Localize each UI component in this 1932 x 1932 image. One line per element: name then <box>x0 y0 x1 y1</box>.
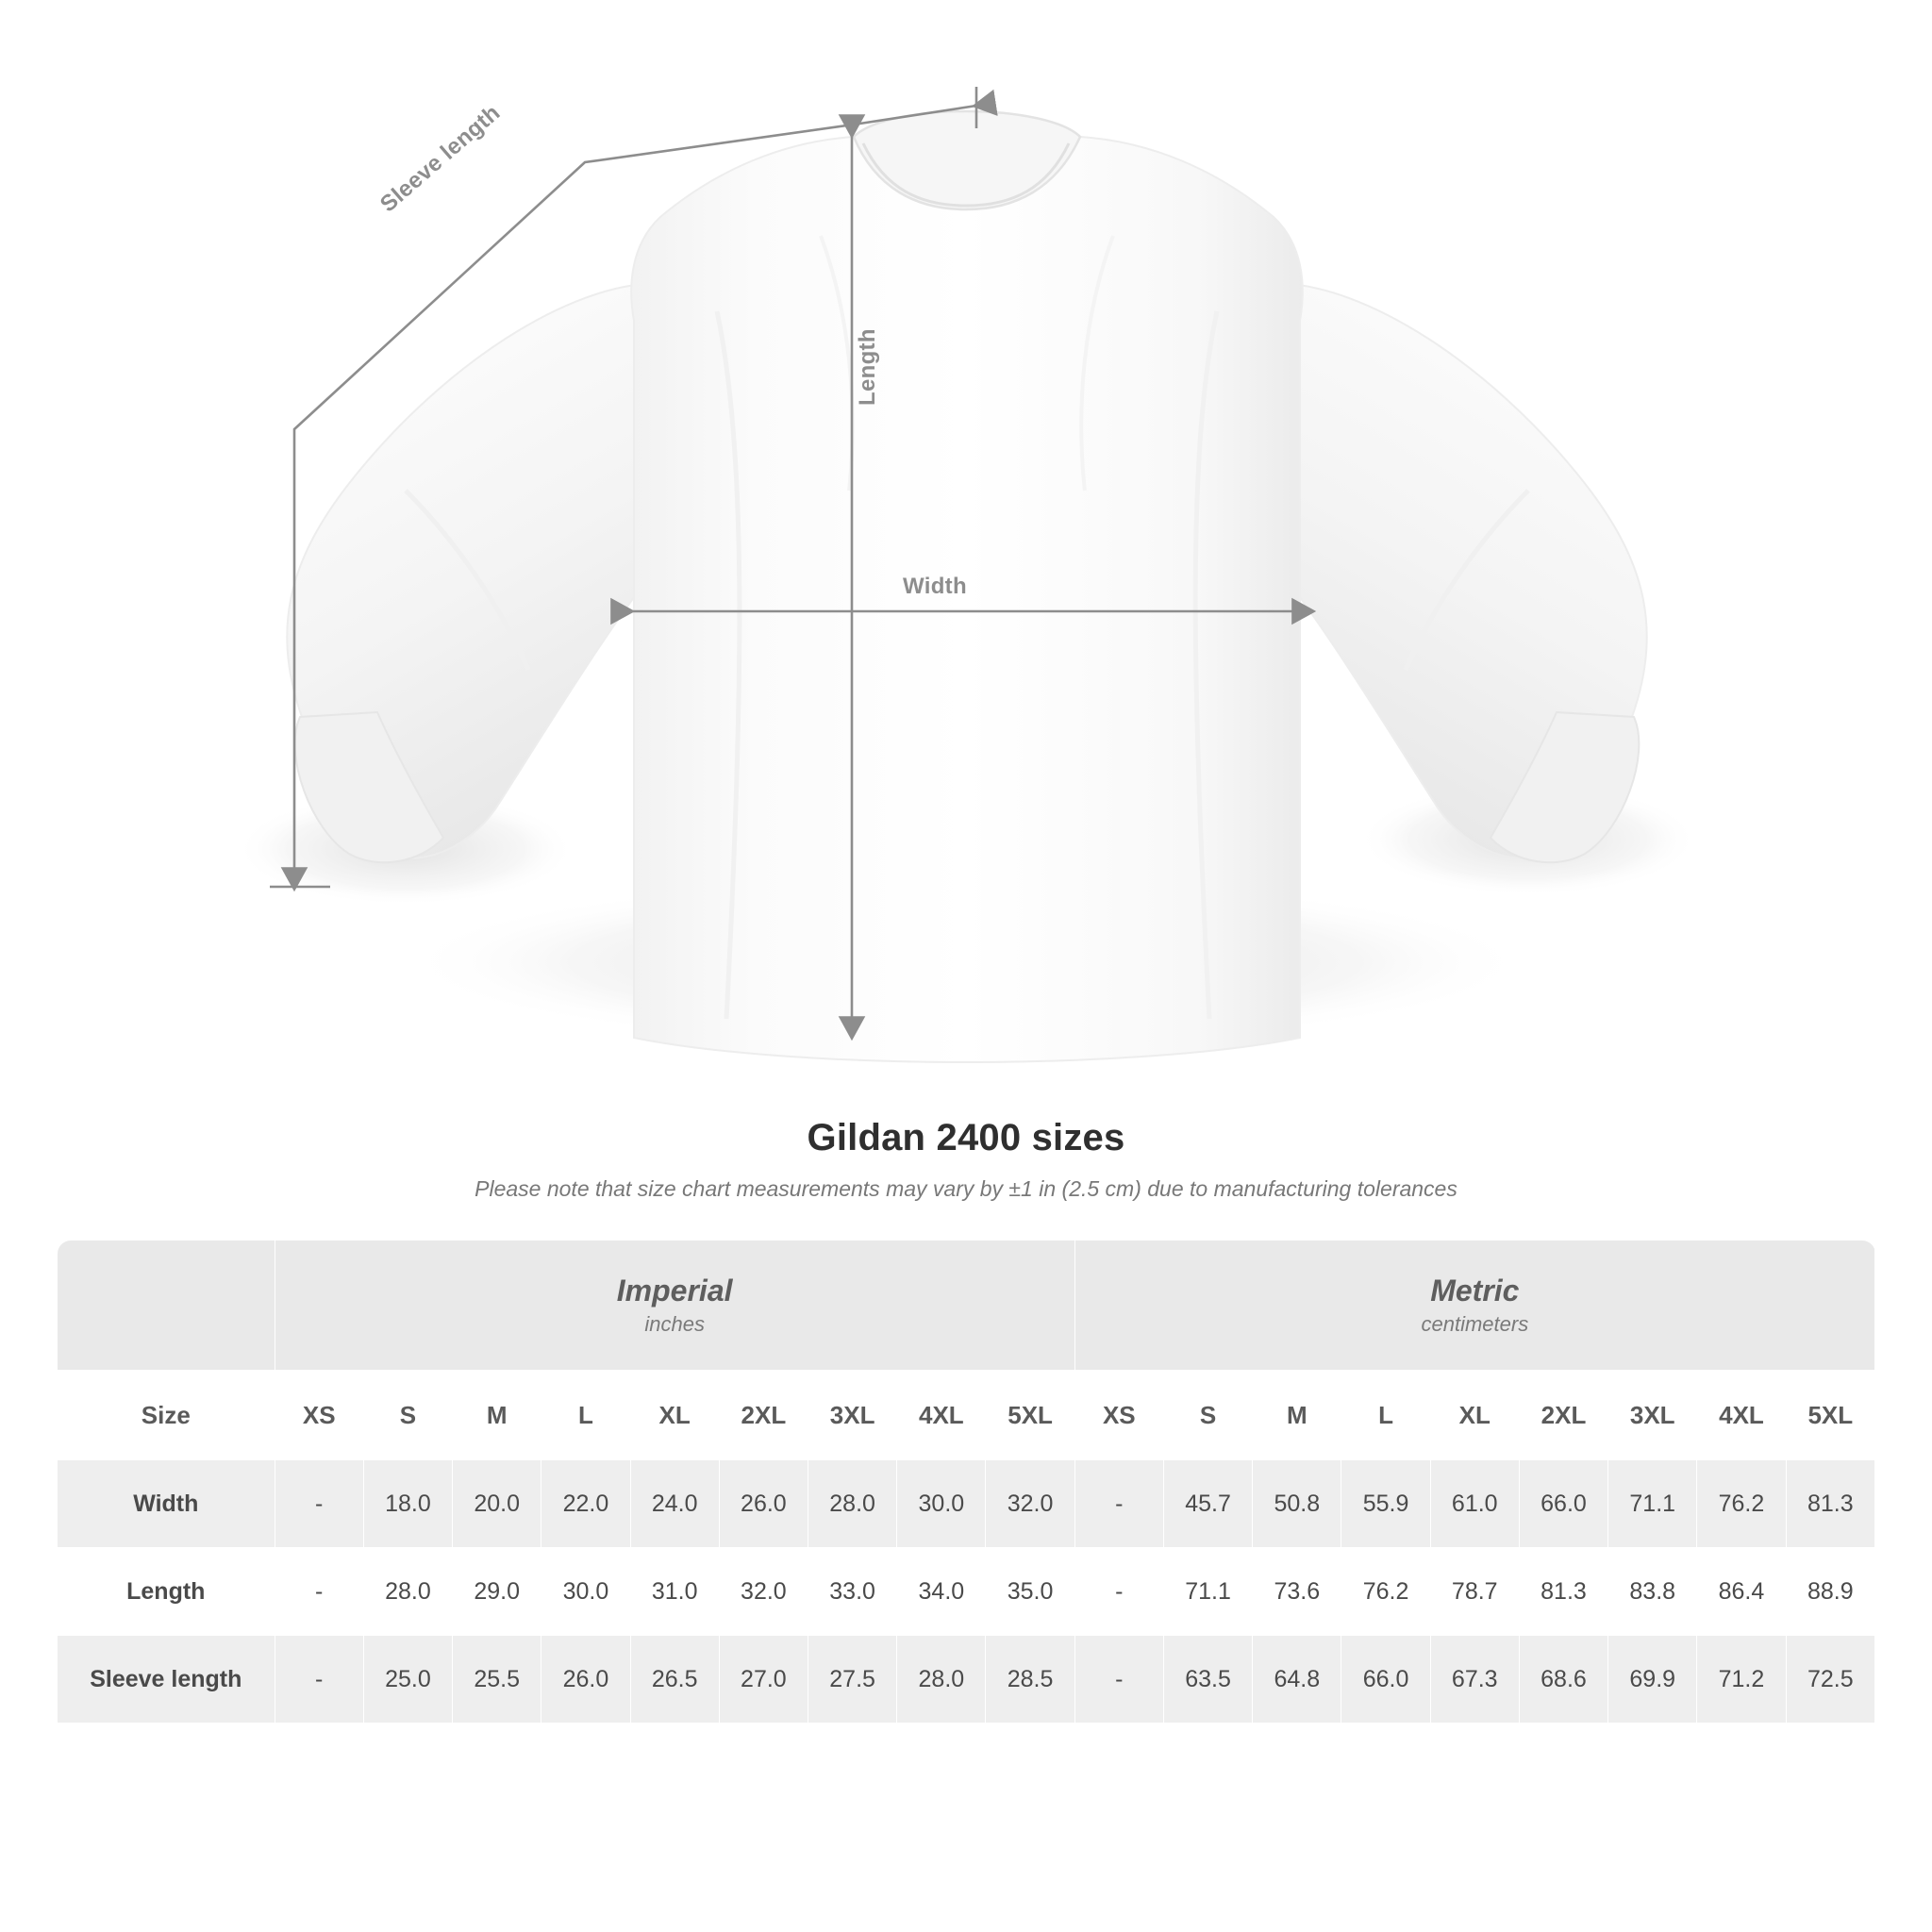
cell-length-metric-l: 76.2 <box>1341 1548 1430 1636</box>
col-header-metric-4xl: 4XL <box>1697 1371 1786 1460</box>
cell-length-imperial-xs: - <box>275 1548 363 1636</box>
col-header-imperial-2xl: 2XL <box>719 1371 808 1460</box>
cell-sleeve-metric-2xl: 68.6 <box>1519 1636 1607 1724</box>
cell-width-metric-xs: - <box>1074 1460 1163 1548</box>
col-header-imperial-3xl: 3XL <box>808 1371 897 1460</box>
unit-group-metric-name: Metric <box>1430 1273 1520 1307</box>
unit-group-imperial <box>275 1241 1074 1371</box>
cell-length-metric-2xl: 81.3 <box>1519 1548 1607 1636</box>
cell-length-imperial-2xl: 32.0 <box>719 1548 808 1636</box>
cell-sleeve-imperial-s: 25.0 <box>363 1636 452 1724</box>
cell-sleeve-imperial-5xl: 28.5 <box>986 1636 1074 1724</box>
cell-width-metric-m: 50.8 <box>1253 1460 1341 1548</box>
col-header-metric-3xl: 3XL <box>1608 1371 1697 1460</box>
cell-length-metric-4xl: 86.4 <box>1697 1548 1786 1636</box>
cell-width-imperial-3xl: 28.0 <box>808 1460 897 1548</box>
table-row <box>58 1636 1875 1724</box>
length-label: Length <box>855 328 880 406</box>
col-header-metric-m: M <box>1253 1371 1341 1460</box>
cell-width-imperial-4xl: 30.0 <box>897 1460 986 1548</box>
col-header-imperial-s: S <box>363 1371 452 1460</box>
title-block <box>0 1117 1932 1202</box>
cell-length-imperial-xl: 31.0 <box>630 1548 719 1636</box>
row-label-length: Length <box>58 1548 275 1636</box>
cell-width-metric-2xl: 66.0 <box>1519 1460 1607 1548</box>
cell-sleeve-metric-xl: 67.3 <box>1430 1636 1519 1724</box>
cell-sleeve-metric-m: 64.8 <box>1253 1636 1341 1724</box>
cell-width-metric-s: 45.7 <box>1163 1460 1252 1548</box>
table-row <box>58 1548 1875 1636</box>
cell-sleeve-metric-3xl: 69.9 <box>1608 1636 1697 1724</box>
col-header-metric-l: L <box>1341 1371 1430 1460</box>
cell-sleeve-imperial-4xl: 28.0 <box>897 1636 986 1724</box>
cell-width-imperial-m: 20.0 <box>453 1460 541 1548</box>
cell-width-metric-4xl: 76.2 <box>1697 1460 1786 1548</box>
cell-sleeve-metric-xs: - <box>1074 1636 1163 1724</box>
cell-sleeve-metric-4xl: 71.2 <box>1697 1636 1786 1724</box>
cell-width-metric-5xl: 81.3 <box>1786 1460 1874 1548</box>
cell-sleeve-metric-s: 63.5 <box>1163 1636 1252 1724</box>
cell-length-imperial-4xl: 34.0 <box>897 1548 986 1636</box>
cell-width-metric-3xl: 71.1 <box>1608 1460 1697 1548</box>
unit-header-spacer <box>58 1241 275 1371</box>
row-label-width: Width <box>58 1460 275 1548</box>
cell-sleeve-imperial-2xl: 27.0 <box>719 1636 808 1724</box>
col-header-imperial-m: M <box>453 1371 541 1460</box>
cell-width-imperial-5xl: 32.0 <box>986 1460 1074 1548</box>
cell-width-metric-l: 55.9 <box>1341 1460 1430 1548</box>
page-subtitle: Please note that size chart measurements may vary by ±1 in (2.5 cm) due to manufacturing tolerances <box>475 1176 1457 1201</box>
cell-length-metric-5xl: 88.9 <box>1786 1548 1874 1636</box>
col-header-imperial-xl: XL <box>630 1371 719 1460</box>
row-header-size: Size <box>58 1371 275 1460</box>
cell-length-imperial-m: 29.0 <box>453 1548 541 1636</box>
cell-sleeve-imperial-3xl: 27.5 <box>808 1636 897 1724</box>
col-header-metric-5xl: 5XL <box>1786 1371 1874 1460</box>
page-title: Gildan 2400 sizes <box>807 1117 1125 1158</box>
col-header-metric-2xl: 2XL <box>1519 1371 1607 1460</box>
cell-sleeve-imperial-xs: - <box>275 1636 363 1724</box>
cell-width-metric-xl: 61.0 <box>1430 1460 1519 1548</box>
unit-group-metric <box>1074 1241 1874 1371</box>
col-header-metric-xs: XS <box>1074 1371 1163 1460</box>
unit-group-imperial-name: Imperial <box>616 1273 733 1307</box>
cell-sleeve-imperial-l: 26.0 <box>541 1636 630 1724</box>
size-table <box>57 1240 1875 1724</box>
cell-width-imperial-xs: - <box>275 1460 363 1548</box>
col-header-imperial-4xl: 4XL <box>897 1371 986 1460</box>
unit-group-imperial-sub: inches <box>644 1311 705 1336</box>
col-header-imperial-l: L <box>541 1371 630 1460</box>
cell-width-imperial-s: 18.0 <box>363 1460 452 1548</box>
width-label: Width <box>903 574 967 599</box>
cell-length-imperial-3xl: 33.0 <box>808 1548 897 1636</box>
cell-length-imperial-l: 30.0 <box>541 1548 630 1636</box>
col-header-imperial-5xl: 5XL <box>986 1371 1074 1460</box>
cell-width-imperial-xl: 24.0 <box>630 1460 719 1548</box>
size-header-row <box>58 1371 1875 1460</box>
cell-sleeve-imperial-xl: 26.5 <box>630 1636 719 1724</box>
cell-length-metric-xs: - <box>1074 1548 1163 1636</box>
row-label-sleeve-length: Sleeve length <box>58 1636 275 1724</box>
cell-length-imperial-5xl: 35.0 <box>986 1548 1074 1636</box>
size-table-wrapper <box>57 1240 1875 1724</box>
cell-length-imperial-s: 28.0 <box>363 1548 452 1636</box>
cell-width-imperial-l: 22.0 <box>541 1460 630 1548</box>
col-header-metric-s: S <box>1163 1371 1252 1460</box>
cell-length-metric-s: 71.1 <box>1163 1548 1252 1636</box>
unit-header-row <box>58 1241 1875 1371</box>
cell-sleeve-imperial-m: 25.5 <box>453 1636 541 1724</box>
sleeve-length-label: Sleeve length <box>375 99 506 218</box>
cell-length-metric-xl: 78.7 <box>1430 1548 1519 1636</box>
unit-group-metric-sub: centimeters <box>1421 1311 1529 1336</box>
col-header-imperial-xs: XS <box>275 1371 363 1460</box>
cell-length-metric-3xl: 83.8 <box>1608 1548 1697 1636</box>
cell-sleeve-metric-5xl: 72.5 <box>1786 1636 1874 1724</box>
cell-sleeve-metric-l: 66.0 <box>1341 1636 1430 1724</box>
table-row <box>58 1460 1875 1548</box>
cell-width-imperial-2xl: 26.0 <box>719 1460 808 1548</box>
cell-length-metric-m: 73.6 <box>1253 1548 1341 1636</box>
col-header-metric-xl: XL <box>1430 1371 1519 1460</box>
